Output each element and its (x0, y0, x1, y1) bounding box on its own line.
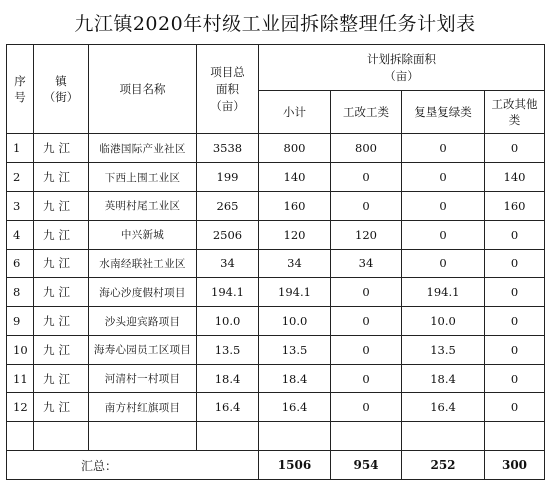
cell-other: 0 (485, 364, 545, 393)
table-row (7, 163, 545, 192)
cell-other: 0 (485, 220, 545, 249)
cell-total-area: 16.4 (197, 393, 259, 422)
empty-cell (7, 422, 34, 451)
cell-project-name: 河清村一村项目 (89, 364, 197, 393)
cell-town: 九江 (34, 364, 89, 393)
cell-farmland: 0 (402, 134, 485, 163)
cell-subtotal: 160 (259, 192, 331, 221)
total-label: 汇总： (7, 451, 259, 480)
table-row (7, 134, 545, 163)
empty-cell (402, 422, 485, 451)
cell-industrial: 0 (331, 393, 402, 422)
table-row (7, 364, 545, 393)
total-other: 300 (485, 451, 545, 480)
header-plan-area: 计划拆除面积 （亩） (259, 45, 545, 91)
table-row (7, 220, 545, 249)
cell-town: 九江 (34, 163, 89, 192)
cell-total-area: 34 (197, 249, 259, 278)
table-row (7, 278, 545, 307)
cell-industrial: 0 (331, 335, 402, 364)
table-row (7, 192, 545, 221)
table-row (7, 393, 545, 422)
cell-farmland: 0 (402, 249, 485, 278)
cell-industrial: 34 (331, 249, 402, 278)
header-town: 镇 （街） (34, 45, 89, 134)
cell-subtotal: 800 (259, 134, 331, 163)
cell-farmland: 10.0 (402, 307, 485, 336)
total-farmland: 252 (402, 451, 485, 480)
cell-project-name: 英明村尾工业区 (89, 192, 197, 221)
cell-other: 160 (485, 192, 545, 221)
header-subtotal: 小计 (259, 91, 331, 134)
cell-total-area: 18.4 (197, 364, 259, 393)
task-plan-table (6, 44, 545, 480)
total-subtotal: 1506 (259, 451, 331, 480)
empty-cell (485, 422, 545, 451)
cell-industrial: 120 (331, 220, 402, 249)
cell-seq: 11 (7, 364, 34, 393)
cell-total-area: 13.5 (197, 335, 259, 364)
cell-total-area: 199 (197, 163, 259, 192)
cell-seq: 2 (7, 163, 34, 192)
header-farmland: 复垦复绿类 (402, 91, 485, 134)
cell-farmland: 0 (402, 192, 485, 221)
cell-other: 0 (485, 307, 545, 336)
table-row (7, 335, 545, 364)
cell-project-name: 南方村红旗项目 (89, 393, 197, 422)
cell-other: 140 (485, 163, 545, 192)
cell-town: 九江 (34, 393, 89, 422)
cell-subtotal: 34 (259, 249, 331, 278)
cell-total-area: 10.0 (197, 307, 259, 336)
cell-seq: 3 (7, 192, 34, 221)
cell-total-area: 265 (197, 192, 259, 221)
table-row (7, 249, 545, 278)
cell-seq: 4 (7, 220, 34, 249)
cell-project-name: 下西上围工业区 (89, 163, 197, 192)
cell-seq: 6 (7, 249, 34, 278)
cell-town: 九江 (34, 134, 89, 163)
cell-subtotal: 18.4 (259, 364, 331, 393)
cell-industrial: 0 (331, 307, 402, 336)
cell-project-name: 海寿心园员工区项目 (89, 335, 197, 364)
header-other: 工改其他 类 (485, 91, 545, 134)
cell-subtotal: 10.0 (259, 307, 331, 336)
cell-subtotal: 120 (259, 220, 331, 249)
header-seq: 序 号 (7, 45, 34, 134)
empty-cell (197, 422, 259, 451)
empty-cell (259, 422, 331, 451)
cell-project-name: 临港国际产业社区 (89, 134, 197, 163)
cell-seq: 8 (7, 278, 34, 307)
cell-town: 九江 (34, 220, 89, 249)
cell-seq: 10 (7, 335, 34, 364)
empty-cell (89, 422, 197, 451)
cell-project-name: 海心沙度假村项目 (89, 278, 197, 307)
cell-project-name: 水南经联社工业区 (89, 249, 197, 278)
header-project-name: 项目名称 (89, 45, 197, 134)
cell-town: 九江 (34, 307, 89, 336)
cell-subtotal: 140 (259, 163, 331, 192)
cell-industrial: 0 (331, 163, 402, 192)
cell-project-name: 中兴新城 (89, 220, 197, 249)
cell-farmland: 194.1 (402, 278, 485, 307)
cell-seq: 1 (7, 134, 34, 163)
cell-town: 九江 (34, 249, 89, 278)
cell-other: 0 (485, 249, 545, 278)
cell-total-area: 3538 (197, 134, 259, 163)
header-row-1 (7, 45, 545, 91)
cell-seq: 12 (7, 393, 34, 422)
cell-farmland: 13.5 (402, 335, 485, 364)
cell-seq: 9 (7, 307, 34, 336)
empty-row (7, 422, 545, 451)
cell-farmland: 16.4 (402, 393, 485, 422)
empty-cell (331, 422, 402, 451)
cell-other: 0 (485, 393, 545, 422)
cell-total-area: 194.1 (197, 278, 259, 307)
page-title: 九江镇2020年村级工业园拆除整理任务计划表 (74, 12, 476, 35)
header-industrial: 工改工类 (331, 91, 402, 134)
cell-total-area: 2506 (197, 220, 259, 249)
cell-town: 九江 (34, 278, 89, 307)
cell-subtotal: 16.4 (259, 393, 331, 422)
cell-farmland: 18.4 (402, 364, 485, 393)
cell-industrial: 0 (331, 364, 402, 393)
cell-farmland: 0 (402, 163, 485, 192)
total-row (7, 451, 545, 480)
total-industrial: 954 (331, 451, 402, 480)
cell-subtotal: 194.1 (259, 278, 331, 307)
header-total-area: 项目总 面积 （亩） (197, 45, 259, 134)
cell-other: 0 (485, 278, 545, 307)
cell-other: 0 (485, 335, 545, 364)
cell-town: 九江 (34, 335, 89, 364)
cell-industrial: 0 (331, 192, 402, 221)
table-row (7, 307, 545, 336)
cell-farmland: 0 (402, 220, 485, 249)
cell-other: 0 (485, 134, 545, 163)
empty-cell (34, 422, 89, 451)
cell-project-name: 沙头迎宾路项目 (89, 307, 197, 336)
cell-industrial: 800 (331, 134, 402, 163)
cell-subtotal: 13.5 (259, 335, 331, 364)
cell-town: 九江 (34, 192, 89, 221)
cell-industrial: 0 (331, 278, 402, 307)
